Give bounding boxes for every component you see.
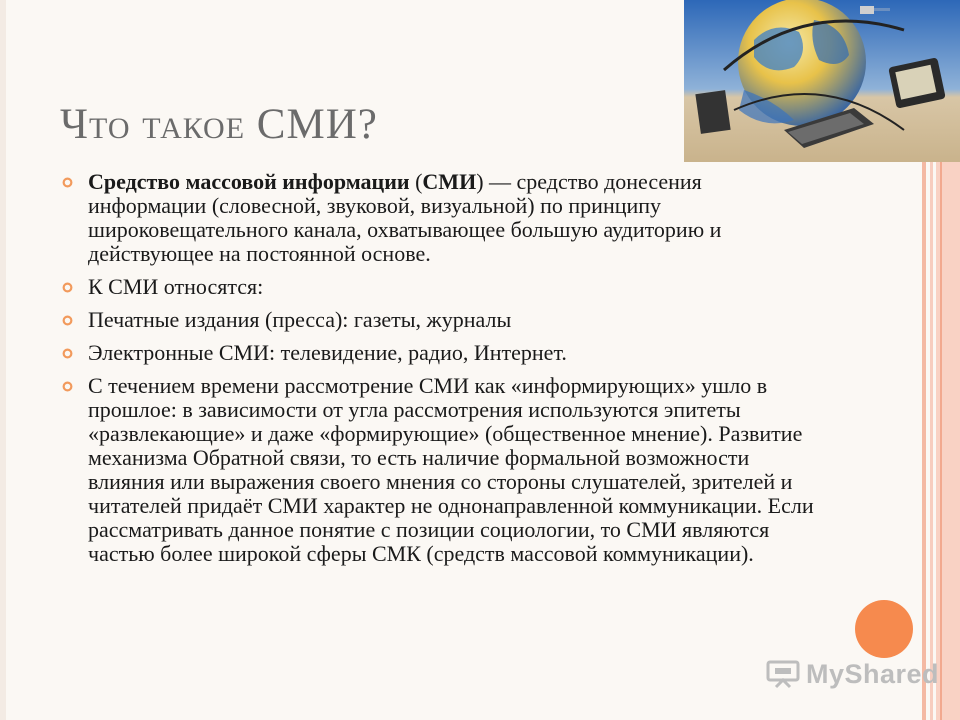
watermark <box>766 656 939 692</box>
bullet-list <box>62 170 814 575</box>
list-item <box>62 374 814 566</box>
list-item-text: С течением времени рассмотрение СМИ как «информирующих» ушло в прошлое: в зависимости от угла рассмотрения используются эпитеты «развлекающие» и даже «формирующие» (общественное мнение). Развитие механизма Обратной связи, то есть наличие формальной возможности влияния или выражения своего мнения со стороны слушателей, зрителей и читателей придаёт СМИ характер не однонаправленной коммуникации. Если рассматривать данное понятие с позиции социологии, то СМИ являются частью более широкой сферы СМК (средств массовой коммуникации). <box>88 373 814 566</box>
bullet-ring-icon <box>62 177 73 188</box>
bullet-ring-icon <box>62 381 73 392</box>
globe-media-illustration <box>684 0 960 162</box>
slide-title: Что такое СМИ? <box>60 101 378 148</box>
definition-paren: ( <box>409 169 423 194</box>
decorative-orange-circle <box>855 600 913 658</box>
definition-text: ) — средство донесения информации (словесной, звуковой, визуальной) по принципу широковещательного канала, охватывающее большую аудиторию и действующее на постоянной основе. <box>88 169 722 266</box>
bullet-ring-icon <box>62 282 73 293</box>
globe-illustration-image <box>684 0 960 162</box>
list-item <box>62 341 814 365</box>
left-border <box>0 0 6 720</box>
list-item <box>62 308 814 332</box>
bullet-ring-icon <box>62 348 73 359</box>
definition-abbr: СМИ <box>422 169 477 194</box>
watermark-text: MyShared <box>806 658 940 689</box>
presentation-screen-icon <box>766 659 800 689</box>
bullet-ring-icon <box>62 315 73 326</box>
list-item <box>62 170 814 266</box>
list-item <box>62 275 814 299</box>
list-item-text: Печатные издания (пресса): газеты, журналы <box>88 307 512 332</box>
list-item-text: К СМИ относятся: <box>88 274 264 299</box>
list-item-text: Электронные СМИ: телевидение, радио, Интернет. <box>88 340 567 365</box>
definition-term: Средство массовой информации <box>88 169 410 194</box>
